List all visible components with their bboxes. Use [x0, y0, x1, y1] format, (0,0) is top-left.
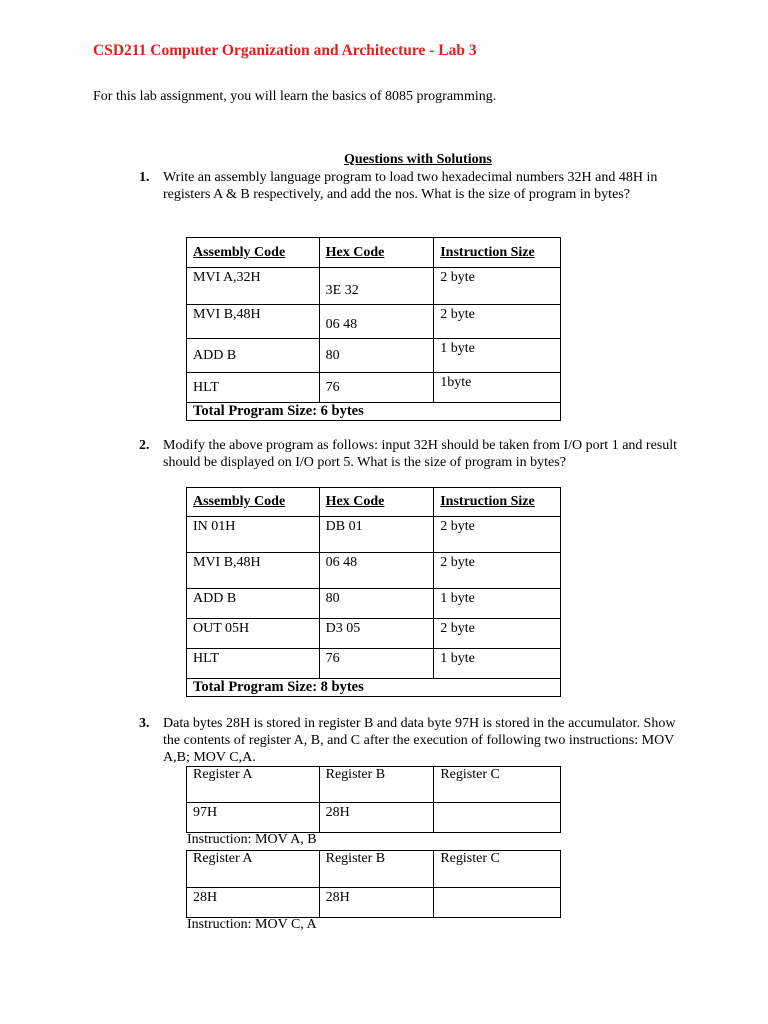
table-row — [187, 619, 561, 649]
header-cell: Hex Code — [319, 238, 434, 268]
question-number: 1. — [139, 170, 150, 185]
table-row — [187, 373, 561, 403]
table-cell: 06 48 — [319, 553, 434, 589]
header-cell: Assembly Code — [187, 238, 320, 268]
register-b-value: 28H — [319, 888, 434, 918]
q1-table — [186, 237, 561, 421]
table-cell: DB 01 — [319, 517, 434, 553]
table-cell: 1 byte — [434, 589, 561, 619]
header-cell: Assembly Code — [187, 488, 320, 517]
table-cell: OUT 05H — [187, 619, 320, 649]
table-cell: 1 byte — [434, 649, 561, 679]
table-cell: HLT — [187, 373, 320, 403]
header-cell: Register A — [187, 767, 320, 803]
table-cell: 1byte — [434, 373, 561, 403]
header-cell: Register A — [187, 851, 320, 888]
table-cell: MVI B,48H — [187, 553, 320, 589]
register-a-value: 28H — [187, 888, 320, 918]
register-table-1 — [186, 766, 561, 833]
question-text: Data bytes 28H is stored in register B and data byte 97H is stored in the accumulator. Show the contents of register A, B, and C after the execution of following two instructions: MOV A,B; MOV C,A. — [163, 716, 676, 765]
table-cell: 76 — [319, 649, 434, 679]
register-c-value — [434, 888, 561, 918]
total-program-size: Total Program Size: 6 bytes — [187, 403, 561, 421]
table-row — [187, 305, 561, 339]
total-program-size: Total Program Size: 8 bytes — [187, 679, 561, 697]
table-header-row — [187, 238, 561, 268]
table-cell: 3E 32 — [319, 268, 434, 305]
table-row — [187, 553, 561, 589]
document-title: CSD211 Computer Organization and Architecture - Lab 3 — [93, 42, 477, 59]
table-cell: 2 byte — [434, 619, 561, 649]
table-cell: 06 48 — [319, 305, 434, 339]
table-cell: HLT — [187, 649, 320, 679]
table-row — [187, 589, 561, 619]
table-total-row — [187, 403, 561, 421]
table-cell: 80 — [319, 589, 434, 619]
header-cell: Register C — [434, 851, 561, 888]
table-cell: 2 byte — [434, 553, 561, 589]
section-heading: Questions with Solutions — [344, 152, 492, 167]
register-a-value: 97H — [187, 803, 320, 833]
table-cell: ADD B — [187, 339, 320, 373]
register-c-value — [434, 803, 561, 833]
table-cell: 80 — [319, 339, 434, 373]
instruction-caption: Instruction: MOV A, B — [187, 832, 317, 847]
table-cell: MVI B,48H — [187, 305, 320, 339]
table-cell: ADD B — [187, 589, 320, 619]
table-cell: 2 byte — [434, 517, 561, 553]
question-text: Modify the above program as follows: input 32H should be taken from I/O port 1 and result should be displayed on I/O port 5. What is the size of program in bytes? — [163, 438, 678, 470]
table-total-row — [187, 679, 561, 697]
header-cell: Register B — [319, 767, 434, 803]
instruction-caption: Instruction: MOV C, A — [187, 917, 317, 932]
table-cell: 2 byte — [434, 268, 561, 305]
table-header-row — [187, 851, 561, 888]
table-row — [187, 803, 561, 833]
register-table-2 — [186, 850, 561, 918]
question-number: 2. — [139, 438, 150, 453]
header-cell: Hex Code — [319, 488, 434, 517]
table-row — [187, 888, 561, 918]
table-row — [187, 339, 561, 373]
table-cell: D3 05 — [319, 619, 434, 649]
intro-text: For this lab assignment, you will learn the basics of 8085 programming. — [93, 89, 497, 104]
table-row — [187, 649, 561, 679]
header-cell: Register C — [434, 767, 561, 803]
question-text: Write an assembly language program to load two hexadecimal numbers 32H and 48H in registers A & B respectively, and add the nos. What is the size of program in bytes? — [163, 170, 658, 202]
header-cell: Instruction Size — [434, 238, 561, 268]
table-cell: 76 — [319, 373, 434, 403]
question-number: 3. — [139, 716, 150, 731]
table-cell: IN 01H — [187, 517, 320, 553]
header-cell: Instruction Size — [434, 488, 561, 517]
table-row — [187, 268, 561, 305]
table-header-row — [187, 767, 561, 803]
header-cell: Register B — [319, 851, 434, 888]
table-cell: 2 byte — [434, 305, 561, 339]
q2-table — [186, 487, 561, 697]
register-b-value: 28H — [319, 803, 434, 833]
table-cell: MVI A,32H — [187, 268, 320, 305]
table-cell: 1 byte — [434, 339, 561, 373]
table-header-row — [187, 488, 561, 517]
table-row — [187, 517, 561, 553]
